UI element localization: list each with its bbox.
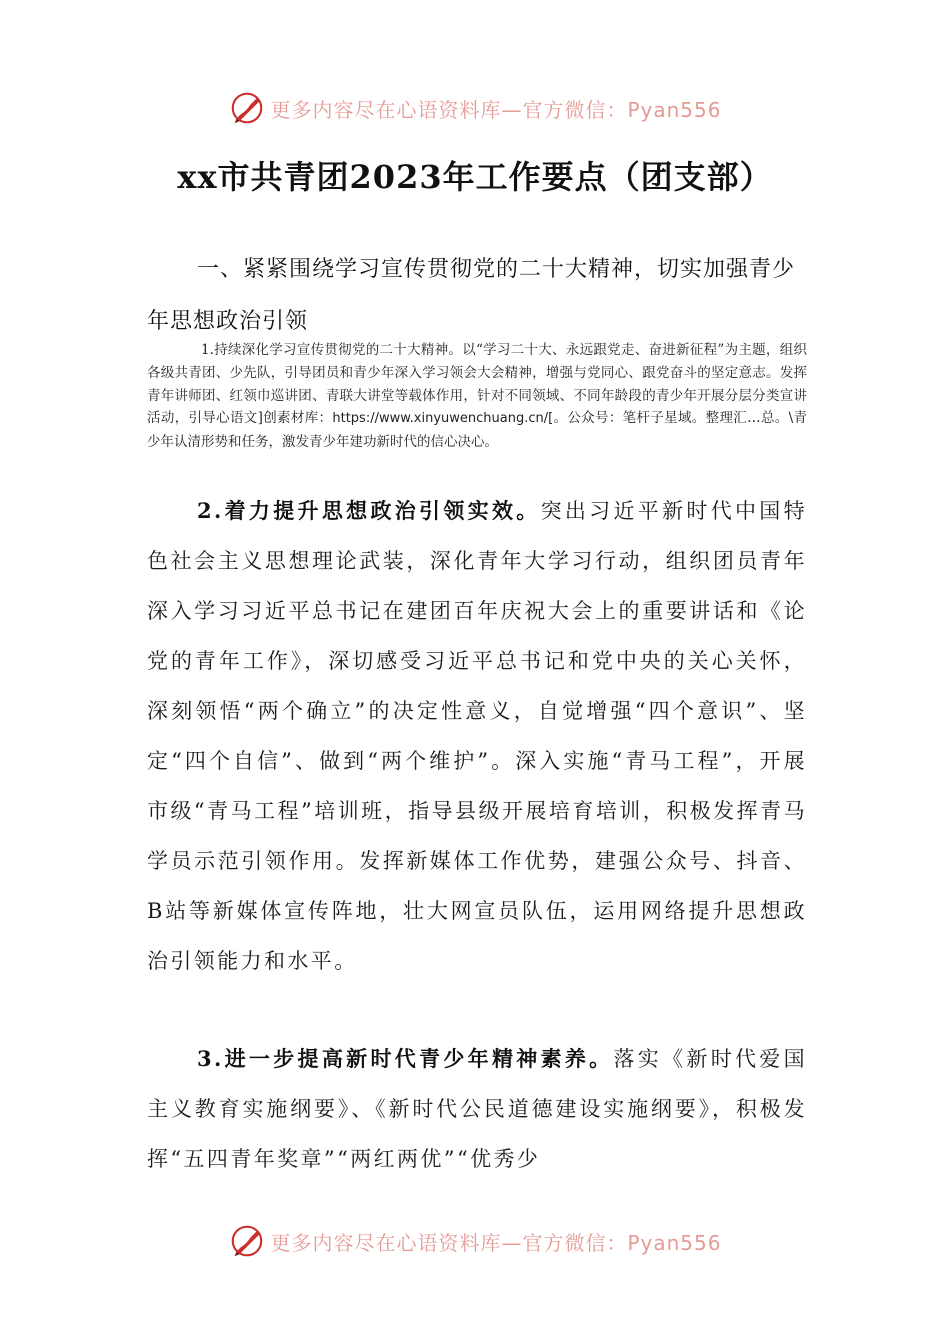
item-2-body: 突出习近平新时代中国特色社会主义思想理论武装，深化青年大学习行动，组织团员青年深入学习习近平总书记在建团百年庆祝大会上的重要讲话和《论党的青年工作》，深切感受习近平总书记和党中央的关心关怀，深刻领悟“两个确立”的决定性意义，自觉增强“四个意识”、坚定“四个自信”、做到“两个维护”。深入实施“青马工程”，开展市级“青马工程”培训班，指导县级开展培育培训，积极发挥青马学员示范引领作用。发挥新媒体工作优势，建强公众号、抖音、B站等新媒体宣传阵地，壮大网宣员队伍，运用网络提升思想政治引领能力和水平。 (147, 499, 808, 973)
item-2-lead: 2.着力提升思想政治引领实效。 (197, 498, 541, 523)
pen-in-circle-icon (228, 1222, 266, 1260)
item-1-paragraph (147, 339, 807, 454)
item-1-url: https://www.xinyuwenchuang.cn/[ (332, 411, 554, 427)
item-3-body: 落实《新时代爱国主义教育实施纲要》、《新时代公民道德建设实施纲要》，积极发挥“五四青年奖章”“两红两优”“优秀少 (147, 1047, 808, 1171)
item-1-text-tail: 。公众号：笔杆子星域。整理汇…总。\青少年认清形势和任务，激发青少年建功新时代的信心决心。 (147, 410, 807, 451)
watermark-banner-top (0, 86, 950, 130)
watermark-text: 更多内容尽在心语资料库—官方微信：Pyan556 (270, 97, 722, 122)
watermark-banner-bottom (0, 1219, 950, 1263)
item-3-lead: 3.进一步提高新时代青少年精神素养。 (197, 1046, 614, 1071)
item-2-paragraph (147, 486, 807, 986)
item-3-paragraph (147, 1034, 807, 1184)
document-title: xx市共青团2023年工作要点（团支部） (177, 158, 773, 196)
section-heading: 一、紧紧围绕学习宣传贯彻党的二十大精神，切实加强青少年思想政治引领 (147, 257, 796, 334)
item-1-text: 1.持续深化学习宣传贯彻党的二十大精神。以“学习二十大、永远跟党走、奋进新征程”为主题，组织各级共青团、少先队，引导团员和青少年深入学习领会大会精神，增强与党同心、跟党奋斗的坚定意志。发挥青年讲师团、红领巾巡讲团、青联大讲堂等载体作用，针对不同领域、不同年龄段的青少年开展分层分类宣讲活动，引导心语文]创素材库： (147, 342, 807, 427)
pen-in-circle-icon (228, 89, 266, 127)
watermark-text: 更多内容尽在心语资料库—官方微信：Pyan556 (270, 1230, 722, 1255)
